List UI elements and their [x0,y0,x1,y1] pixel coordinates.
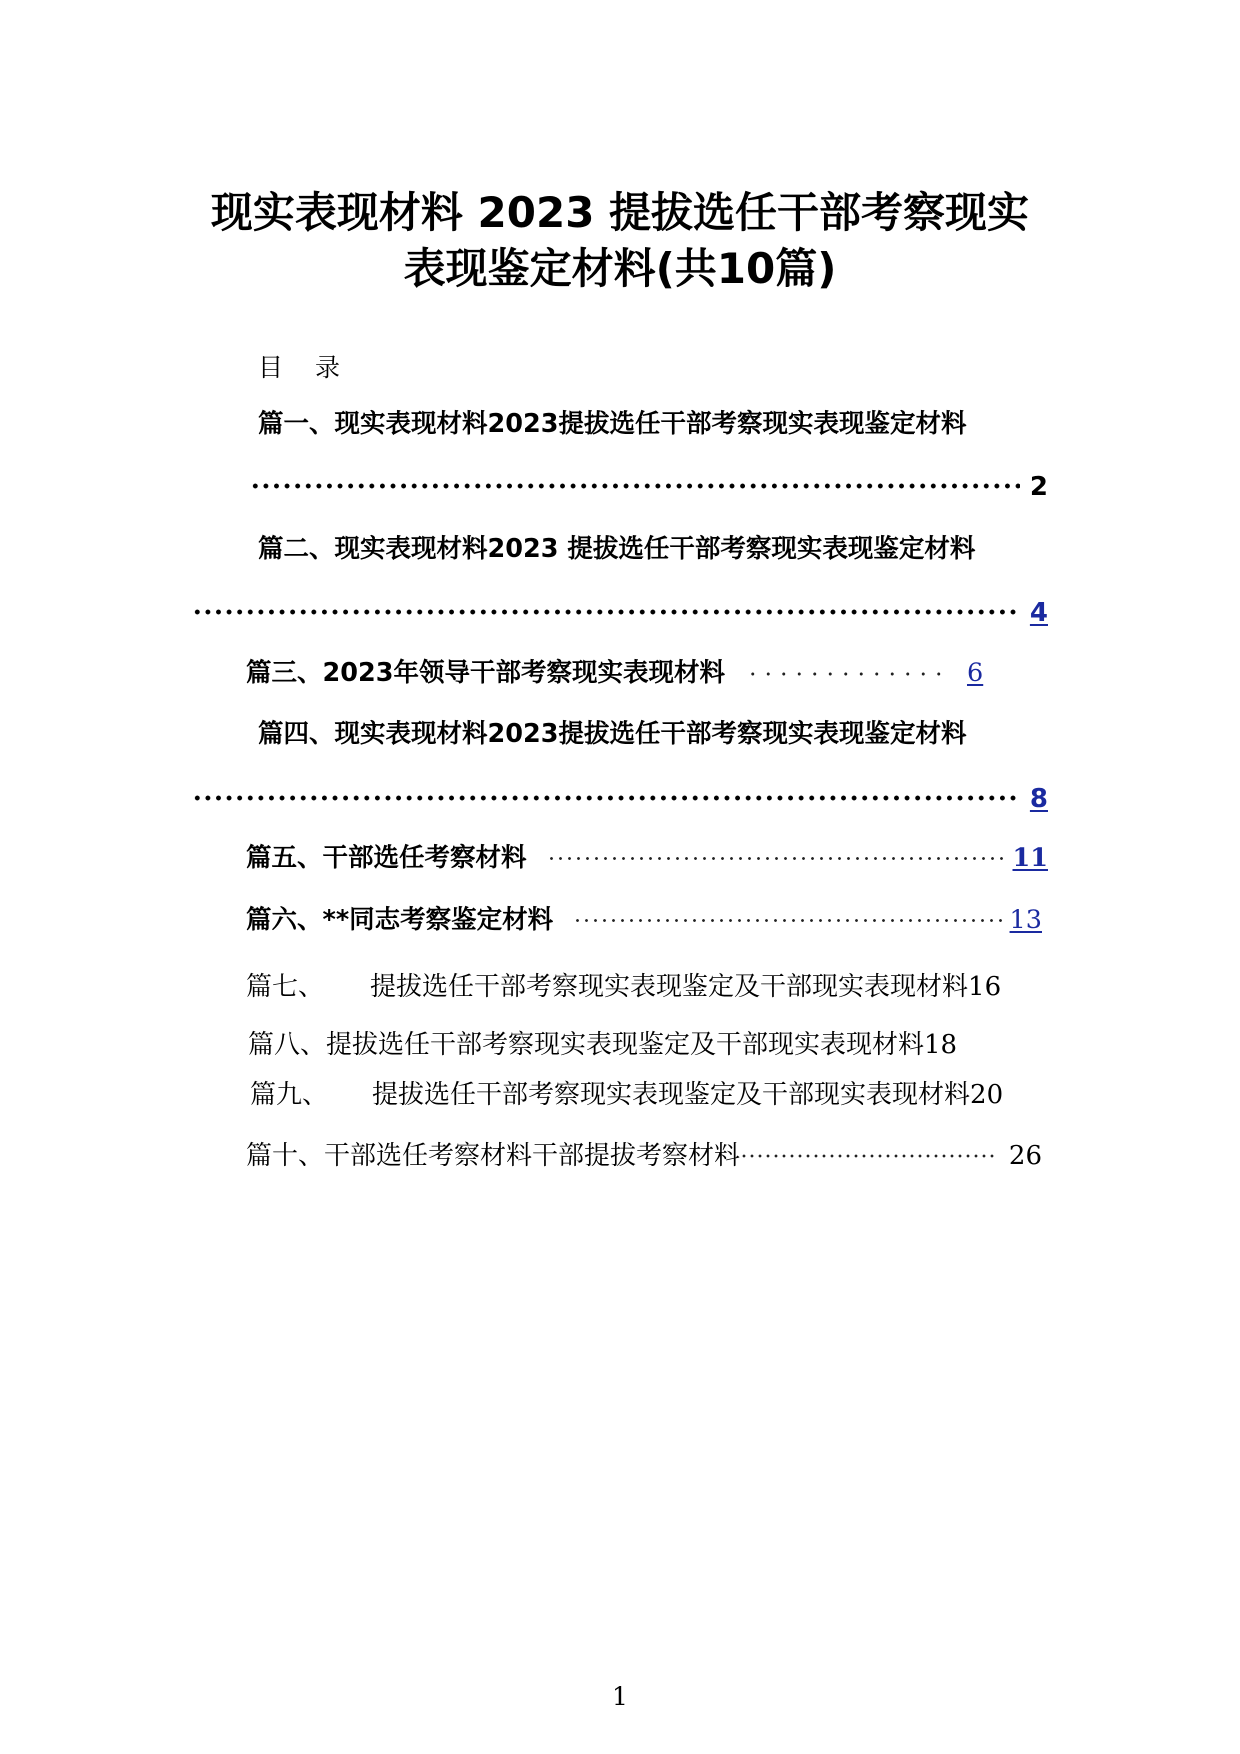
dot-leader [192,608,1020,616]
toc-entry-5-label: 篇五、干部选任考察材料 [246,843,527,873]
dot-leader [192,794,1020,802]
toc-entry-7-label: 篇七、 [246,972,325,1002]
toc-entry-6[interactable] [246,905,1042,935]
footer-page-number: 1 [612,1682,628,1711]
toc-entry-9-label-rest: 提拔选任干部考察现实表现鉴定及干部现实表现材料 [372,1080,971,1110]
toc-entry-10-page[interactable]: 26 [1008,1141,1042,1171]
toc-entry-10-label: 篇十、干部选任考察材料干部提拔考察材料 [246,1141,741,1171]
toc-entry-1-label[interactable]: 篇一、现实表现材料2023提拔选任干部考察现实表现鉴定材料 [258,409,967,439]
toc-entry-4-page[interactable]: 8 [1029,784,1048,814]
toc-entry-7-page[interactable]: 16 [968,972,1002,1002]
toc-entry-1-page[interactable]: 2 [1029,472,1048,502]
dot-leader [740,1154,997,1158]
toc-entry-2-leader[interactable] [192,600,1048,626]
toc-entry-3[interactable] [246,658,1042,688]
toc-entry-1-leader[interactable] [250,474,1048,500]
document-title-line1: 现实表现材料 2023 提拔选任干部考察现实 [210,188,1030,237]
document-title-line2: 表现鉴定材料(共10篇) [403,244,837,293]
toc-entry-2-label[interactable]: 篇二、现实表现材料2023 提拔选任干部考察现实表现鉴定材料 [258,534,976,564]
toc-entry-8-page[interactable]: 18 [924,1030,958,1060]
toc-entry-5[interactable] [246,843,1048,873]
toc-entry-4-label[interactable]: 篇四、现实表现材料2023提拔选任干部考察现实表现鉴定材料 [258,719,967,749]
toc-entry-7-label-rest: 提拔选任干部考察现实表现鉴定及干部现实表现材料 [370,972,969,1002]
toc-entry-9-label: 篇九、 [250,1080,329,1110]
dot-leader [547,856,1007,861]
toc-entry-6-label: 篇六、**同志考察鉴定材料 [246,905,554,935]
dot-leader [745,671,945,677]
toc-entry-6-page[interactable]: 13 [1009,905,1042,935]
toc-heading: 目录 [258,353,373,382]
toc-entry-9[interactable] [250,1082,1003,1108]
toc-entry-7[interactable] [246,974,1001,1000]
toc-entry-10[interactable] [246,1143,1042,1169]
toc-entry-3-page[interactable]: 6 [966,658,984,688]
toc-entry-5-page[interactable]: 11 [1012,843,1048,873]
toc-entry-3-label: 篇三、2023年领导干部考察现实表现材料 [246,658,725,688]
toc-entry-9-page[interactable]: 20 [970,1080,1004,1110]
toc-entry-8-label: 篇八、提拔选任干部考察现实表现鉴定及干部现实表现材料 [248,1030,925,1060]
toc-entry-4-leader[interactable] [192,786,1048,812]
toc-entry-8[interactable] [248,1032,957,1058]
dot-leader [573,918,1003,923]
toc-entry-2-page[interactable]: 4 [1029,598,1048,628]
dot-leader [250,482,1020,490]
